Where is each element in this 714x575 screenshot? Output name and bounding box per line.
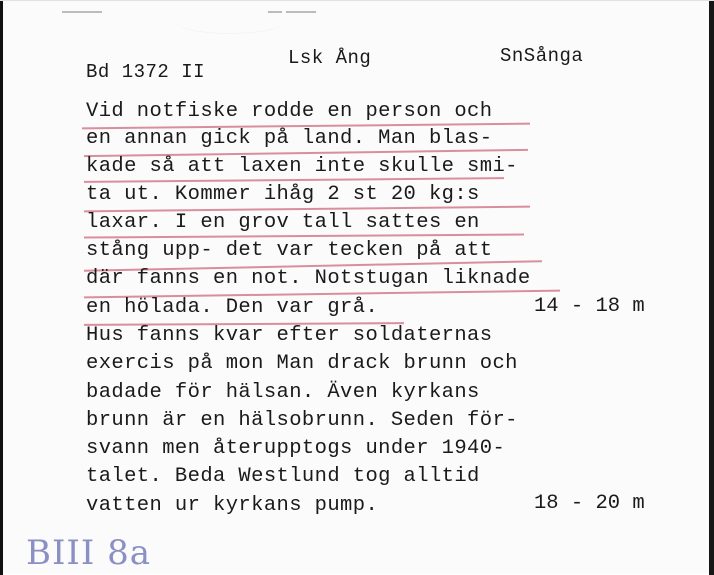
- top-dash-mark: [286, 11, 316, 13]
- text-line: där fanns en not. Notstugan liknade: [86, 267, 531, 290]
- text-line: kade så att laxen inte skulle smi-: [86, 155, 518, 178]
- card-reference: Bd 1372 II: [86, 61, 206, 83]
- faint-stamp-mark: [175, 9, 285, 34]
- text-line: exercis på mon Man drack brunn och: [86, 352, 518, 375]
- text-line: ta ut. Kommer ihåg 2 st 20 kg:s: [86, 183, 480, 206]
- top-dash-mark: [62, 11, 102, 13]
- card-landscape: Lsk Ång: [288, 47, 372, 69]
- text-line: svann men återupptogs under 1940-: [86, 437, 506, 460]
- handwritten-archive-mark: BIII 8a: [26, 533, 151, 573]
- text-line: brunn är en hälsobrunn. Seden för-: [86, 409, 518, 432]
- text-line: Vid notfiske rodde en person och: [86, 100, 493, 123]
- depth-measure-second: 18 - 20 m: [534, 492, 645, 515]
- card-parish: SnSånga: [500, 45, 584, 67]
- text-line: Hus fanns kvar efter soldaternas: [86, 324, 493, 347]
- text-line: badade för hälsan. Även kyrkans: [86, 381, 480, 404]
- depth-measure-first: 14 - 18 m: [534, 295, 645, 318]
- text-line: vatten ur kyrkans pump.: [86, 494, 379, 517]
- text-line: talet. Beda Westlund tog alltid: [86, 465, 480, 488]
- card-right-edge: [709, 1, 714, 575]
- text-line: laxar. I en grov tall sattes en: [86, 211, 480, 234]
- card-left-edge: [0, 1, 3, 575]
- text-line: stång upp- det var tecken på att: [86, 239, 493, 262]
- text-line: en annan gick på land. Man blas-: [86, 127, 493, 150]
- text-line: en hölada. Den var grå.: [86, 296, 379, 319]
